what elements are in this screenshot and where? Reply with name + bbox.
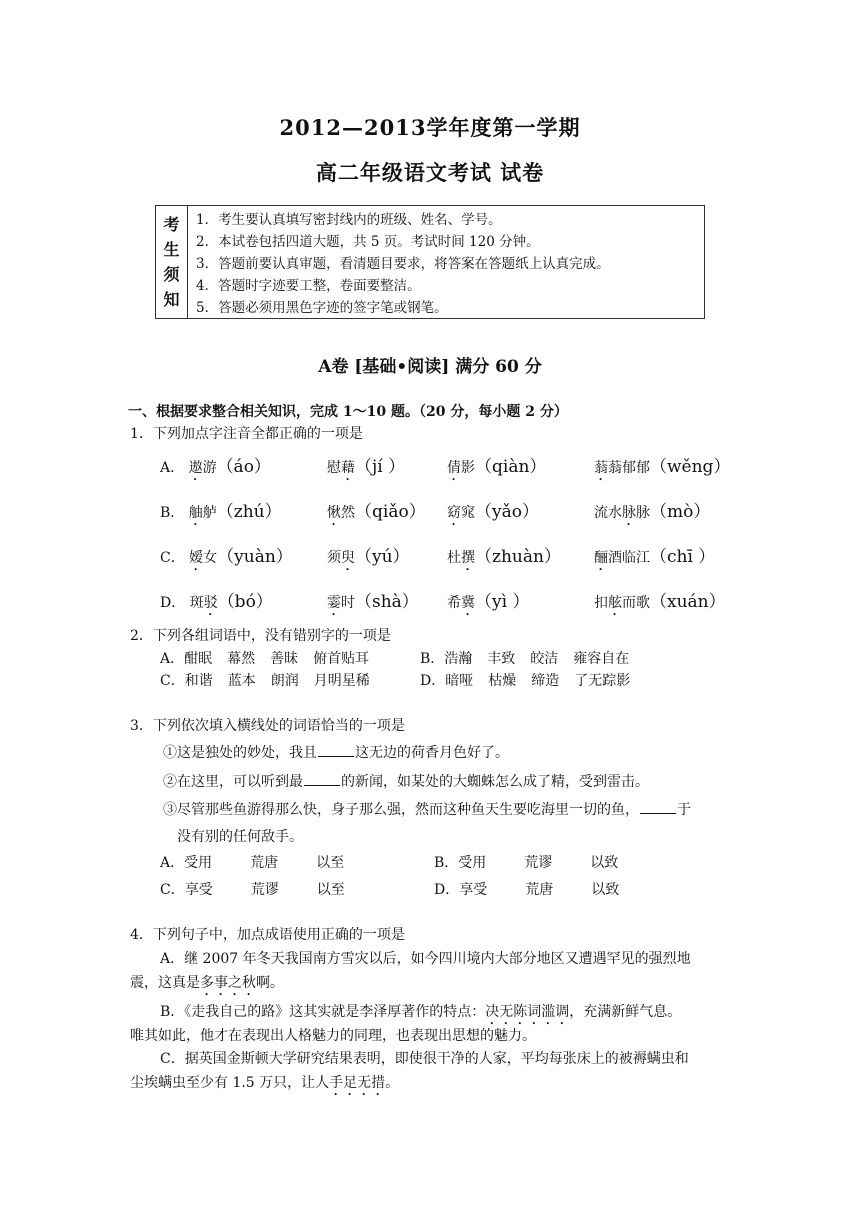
q3-option — [160, 852, 382, 872]
word-text: 斑 — [189, 595, 204, 611]
pinyin: （yì ） — [475, 592, 530, 612]
dotted-char: 冀 — [461, 595, 475, 611]
q1-option-item — [160, 542, 293, 574]
word-text: 脉 — [636, 505, 650, 521]
blank-line — [318, 742, 354, 757]
q3-sentence-1: ①这是独处的妙处，我且 这无边的荷香月色好了。 — [163, 742, 509, 762]
notice-side-label — [156, 206, 188, 318]
option-word: 雍容自在 — [573, 651, 630, 667]
q1-option-item — [594, 497, 710, 529]
option-word: 以致 — [591, 882, 620, 898]
blank-line — [640, 799, 676, 814]
word-text: 蓊郁郁 — [608, 460, 650, 476]
pinyin: （yú） — [355, 547, 410, 567]
q1-option-item — [327, 497, 426, 529]
word-text: 希 — [447, 595, 461, 611]
q4-option-a-line1: A．继 2007 年冬天我国南方雪灾以后，如今四川境内大部分地区又遭遇罕见的强烈地 — [160, 951, 691, 967]
option-label: D． — [434, 882, 460, 898]
option-word: 以致 — [590, 855, 619, 871]
option-label: C． — [160, 673, 185, 689]
q4-stem: 4．下列句子中，加点成语使用正确的一项是 — [130, 927, 405, 943]
word-text: 而歌 — [622, 595, 650, 611]
q1-option-item — [160, 452, 271, 484]
option-word: 以至 — [316, 855, 345, 871]
q1-option-item — [160, 497, 282, 529]
option-label: B． — [434, 855, 459, 871]
pinyin: （mò） — [650, 502, 711, 522]
notice-side-char: 须 — [163, 265, 180, 284]
option-label: B． — [420, 651, 445, 667]
word-text: 流水 — [594, 505, 622, 521]
dotted-char: 藉 — [341, 460, 355, 476]
dotted-char: 脉 — [622, 505, 636, 521]
q3-option — [160, 879, 383, 899]
option-word: 皎洁 — [530, 651, 559, 667]
exam-title-line2: 高二年级语文考试 试卷 — [315, 160, 545, 185]
option-label: C． — [160, 550, 190, 566]
option-word: 缔造 — [531, 673, 560, 689]
pinyin: （xuán） — [650, 592, 726, 612]
option-word: 受用 — [458, 855, 487, 871]
pinyin: （yǎo） — [475, 502, 539, 522]
option-word: 俯首贴耳 — [313, 651, 370, 667]
pinyin: （zhuàn） — [475, 547, 561, 567]
option-word: 受用 — [184, 855, 213, 871]
word-text: 须 — [327, 550, 341, 566]
word-text: 女 — [203, 550, 218, 566]
notice-item: 3．答题前要认真审题，看清题目要求，将答案在答题纸上认真完成。 — [196, 256, 610, 272]
q2-option — [160, 670, 385, 690]
pinyin: （zhú） — [216, 502, 282, 522]
option-label: C． — [160, 882, 185, 898]
q1-option-item — [160, 587, 273, 619]
notice-item: 4．答题时字迹要工整，卷面要整洁。 — [196, 278, 421, 294]
notice-side-char: 考 — [163, 215, 180, 234]
option-word: 丰致 — [487, 651, 516, 667]
dotted-char: 倩 — [447, 460, 461, 476]
notice-item: 1．考生要认真填写密封线内的班级、姓名、学号。 — [196, 212, 502, 228]
q4-option-c-line1: C．据英国金斯顿大学研究结果表明，即使很干净的人家，平均每张床上的被褥螨虫和 — [160, 1051, 689, 1067]
q2-stem: 2．下列各组词语中，没有错别字的一项是 — [130, 628, 391, 644]
q3-sentence-3: ③尽管那些鱼游得那么快，身子那么强，然而这种鱼天生要吃海里一切的鱼， 于 — [163, 799, 691, 819]
exam-title-line1: 2012—2013学年度第一学期 — [279, 115, 581, 140]
q4-option-b-line1: B．《走我自己的路》这其实就是李泽厚著作的特点：决无陈词滥调，充满新鲜气息。 — [160, 1004, 682, 1020]
q1-option-item — [327, 452, 405, 484]
dotted-char: 舷 — [608, 595, 622, 611]
option-word: 蓝本 — [227, 673, 256, 689]
option-label: A． — [160, 460, 189, 476]
word-text: 扣 — [594, 595, 608, 611]
q1-option-item — [447, 542, 561, 574]
q4-option-c-line2: 尘埃螨虫至少有 1.5 万只，让人手足无措。 — [130, 1075, 400, 1091]
dotted-char: 愀 — [327, 505, 341, 521]
exam-notice-box — [155, 205, 705, 319]
option-word: 浩瀚 — [444, 651, 473, 667]
dotted-char: 蓊 — [594, 460, 608, 476]
dotted-char: 撰 — [461, 550, 475, 566]
dotted-char: 霎 — [327, 595, 341, 611]
part-title: 一、根据要求整合相关知识，完成 1～10 题。（20 分，每小题 2 分） — [128, 404, 568, 420]
q1-option-item — [447, 452, 546, 484]
notice-side-char: 知 — [163, 290, 180, 309]
notice-item: 2．本试卷包括四道大题，共 5 页。考试时间 120 分钟。 — [196, 234, 540, 250]
option-word: 荒唐 — [525, 882, 554, 898]
pinyin: （yuàn） — [217, 547, 293, 567]
section-title: A卷 [基础•阅读] 满分 60 分 — [318, 357, 542, 377]
q1-option-item — [447, 587, 529, 619]
word-text: 杜 — [447, 550, 461, 566]
pinyin: （bó） — [217, 592, 273, 612]
pinyin: （qiǎo） — [355, 502, 426, 522]
q1-option-item — [327, 542, 410, 574]
word-text: 时 — [341, 595, 355, 611]
q3-sentence-3-cont: 没有别的任何敌手。 — [177, 829, 303, 845]
dotted-char: 驳 — [203, 595, 218, 611]
option-label: B． — [160, 505, 189, 521]
option-word: 善昧 — [270, 651, 299, 667]
pinyin: （wěng） — [650, 457, 731, 477]
notice-item: 5．答题必须用黑色字迹的签字笔或钢笔。 — [196, 300, 448, 316]
word-text: 影 — [461, 460, 475, 476]
option-word: 暗哑 — [445, 673, 474, 689]
notice-side-char: 生 — [163, 240, 180, 259]
q1-stem: 1．下列加点字注音全都正确的一项是 — [130, 426, 363, 442]
dotted-char: 嫒 — [189, 550, 204, 566]
option-word: 月明星稀 — [313, 673, 370, 689]
option-word: 荒谬 — [250, 882, 279, 898]
word-text: 慰 — [327, 460, 341, 476]
option-word: 了无踪影 — [574, 673, 631, 689]
word-text: 酒临江 — [608, 550, 650, 566]
option-word: 幕然 — [227, 651, 256, 667]
q2-option — [420, 648, 644, 668]
option-word: 酣眠 — [184, 651, 213, 667]
q1-option-item — [594, 587, 726, 619]
dotted-char: 酾 — [594, 550, 608, 566]
option-label: D． — [160, 595, 190, 611]
q4-option-a-line2: 震，这真是多事之秋啊。 — [130, 975, 284, 991]
option-word: 享受 — [184, 882, 213, 898]
q2-option — [160, 648, 384, 668]
q1-option-item — [594, 542, 715, 574]
option-label: A． — [160, 855, 185, 871]
pinyin: （qiàn） — [475, 457, 547, 477]
dotted-char: 遨 — [188, 460, 203, 476]
q2-option — [420, 670, 645, 690]
q1-option-item — [447, 497, 539, 529]
q4-option-b-line2: 唯其如此，他才在表现出人格魅力的同理，也表现出思想的魅力。 — [130, 1028, 536, 1044]
option-word: 以至 — [316, 882, 345, 898]
word-text: 窕 — [461, 505, 475, 521]
word-text: 然 — [341, 505, 355, 521]
notice-items — [196, 209, 610, 319]
dotted-char: 舳 — [188, 505, 203, 521]
option-word: 荒谬 — [524, 855, 553, 871]
q3-option — [434, 879, 657, 899]
option-word: 和谐 — [184, 673, 213, 689]
pinyin: （áo） — [216, 457, 271, 477]
dotted-char: 窈 — [447, 505, 461, 521]
blank-line — [304, 771, 340, 786]
q3-option — [434, 852, 656, 872]
dotted-char: 臾 — [341, 550, 355, 566]
word-text: 游 — [202, 460, 217, 476]
option-label: D． — [420, 673, 446, 689]
pinyin: （jí ） — [355, 457, 406, 477]
option-label: A． — [160, 651, 185, 667]
q3-sentence-2: ②在这里，可以听到最 的新闻，如某处的大蜘蛛怎么成了精，受到雷击。 — [163, 771, 649, 791]
q1-option-item — [327, 587, 419, 619]
option-word: 朗润 — [270, 673, 299, 689]
option-word: 荒唐 — [250, 855, 279, 871]
option-word: 享受 — [459, 882, 488, 898]
q1-option-item — [594, 452, 730, 484]
q3-stem: 3．下列依次填入横线处的词语恰当的一项是 — [130, 718, 405, 734]
option-word: 枯燥 — [488, 673, 517, 689]
pinyin: （shà） — [355, 592, 419, 612]
pinyin: （chī ） — [650, 547, 716, 567]
word-text: 舻 — [202, 505, 217, 521]
